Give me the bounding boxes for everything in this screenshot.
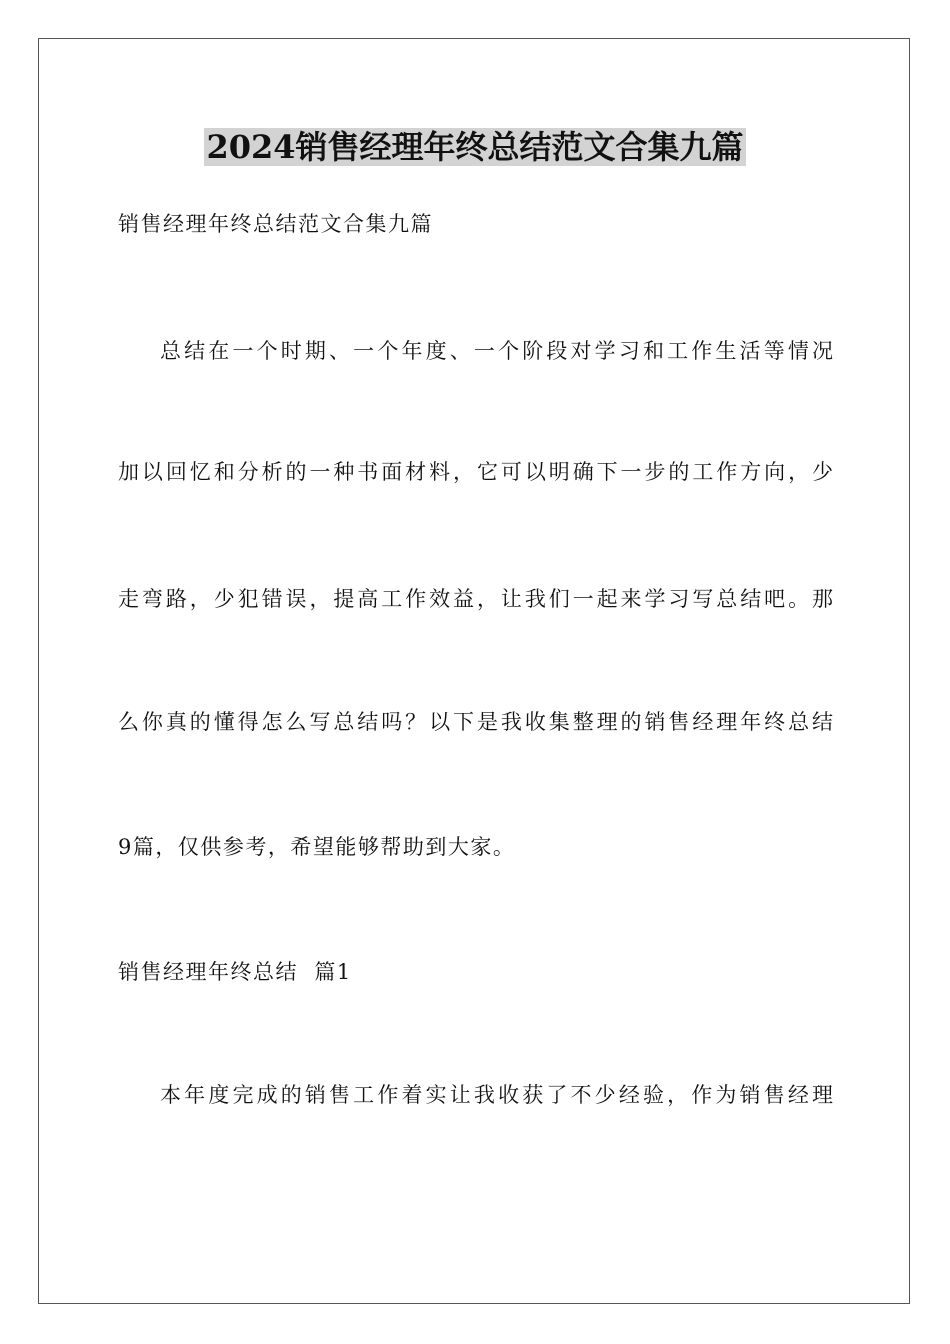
document-subtitle: 销售经理年终总结范文合集九篇 (118, 212, 433, 236)
intro-line-2: 加以回忆和分析的一种书面材料，它可以明确下一步的工作方向，少 (118, 460, 833, 484)
section-paragraph-line-1: 本年度完成的销售工作着实让我收获了不少经验，作为销售经理 (160, 1083, 833, 1107)
intro-line-4: 么你真的懂得怎么写总结吗？以下是我收集整理的销售经理年终总结 (118, 710, 833, 734)
intro-line-3: 走弯路，少犯错误，提高工作效益，让我们一起来学习写总结吧。那 (118, 587, 833, 611)
document-title (0, 124, 950, 170)
section-heading: 销售经理年终总结 篇1 (118, 960, 352, 984)
document-title-text: 2024销售经理年终总结范文合集九篇 (206, 128, 744, 166)
intro-line-5: 9篇，仅供参考，希望能够帮助到大家。 (118, 835, 516, 859)
intro-line-1: 总结在一个时期、一个年度、一个阶段对学习和工作生活等情况 (160, 339, 833, 363)
